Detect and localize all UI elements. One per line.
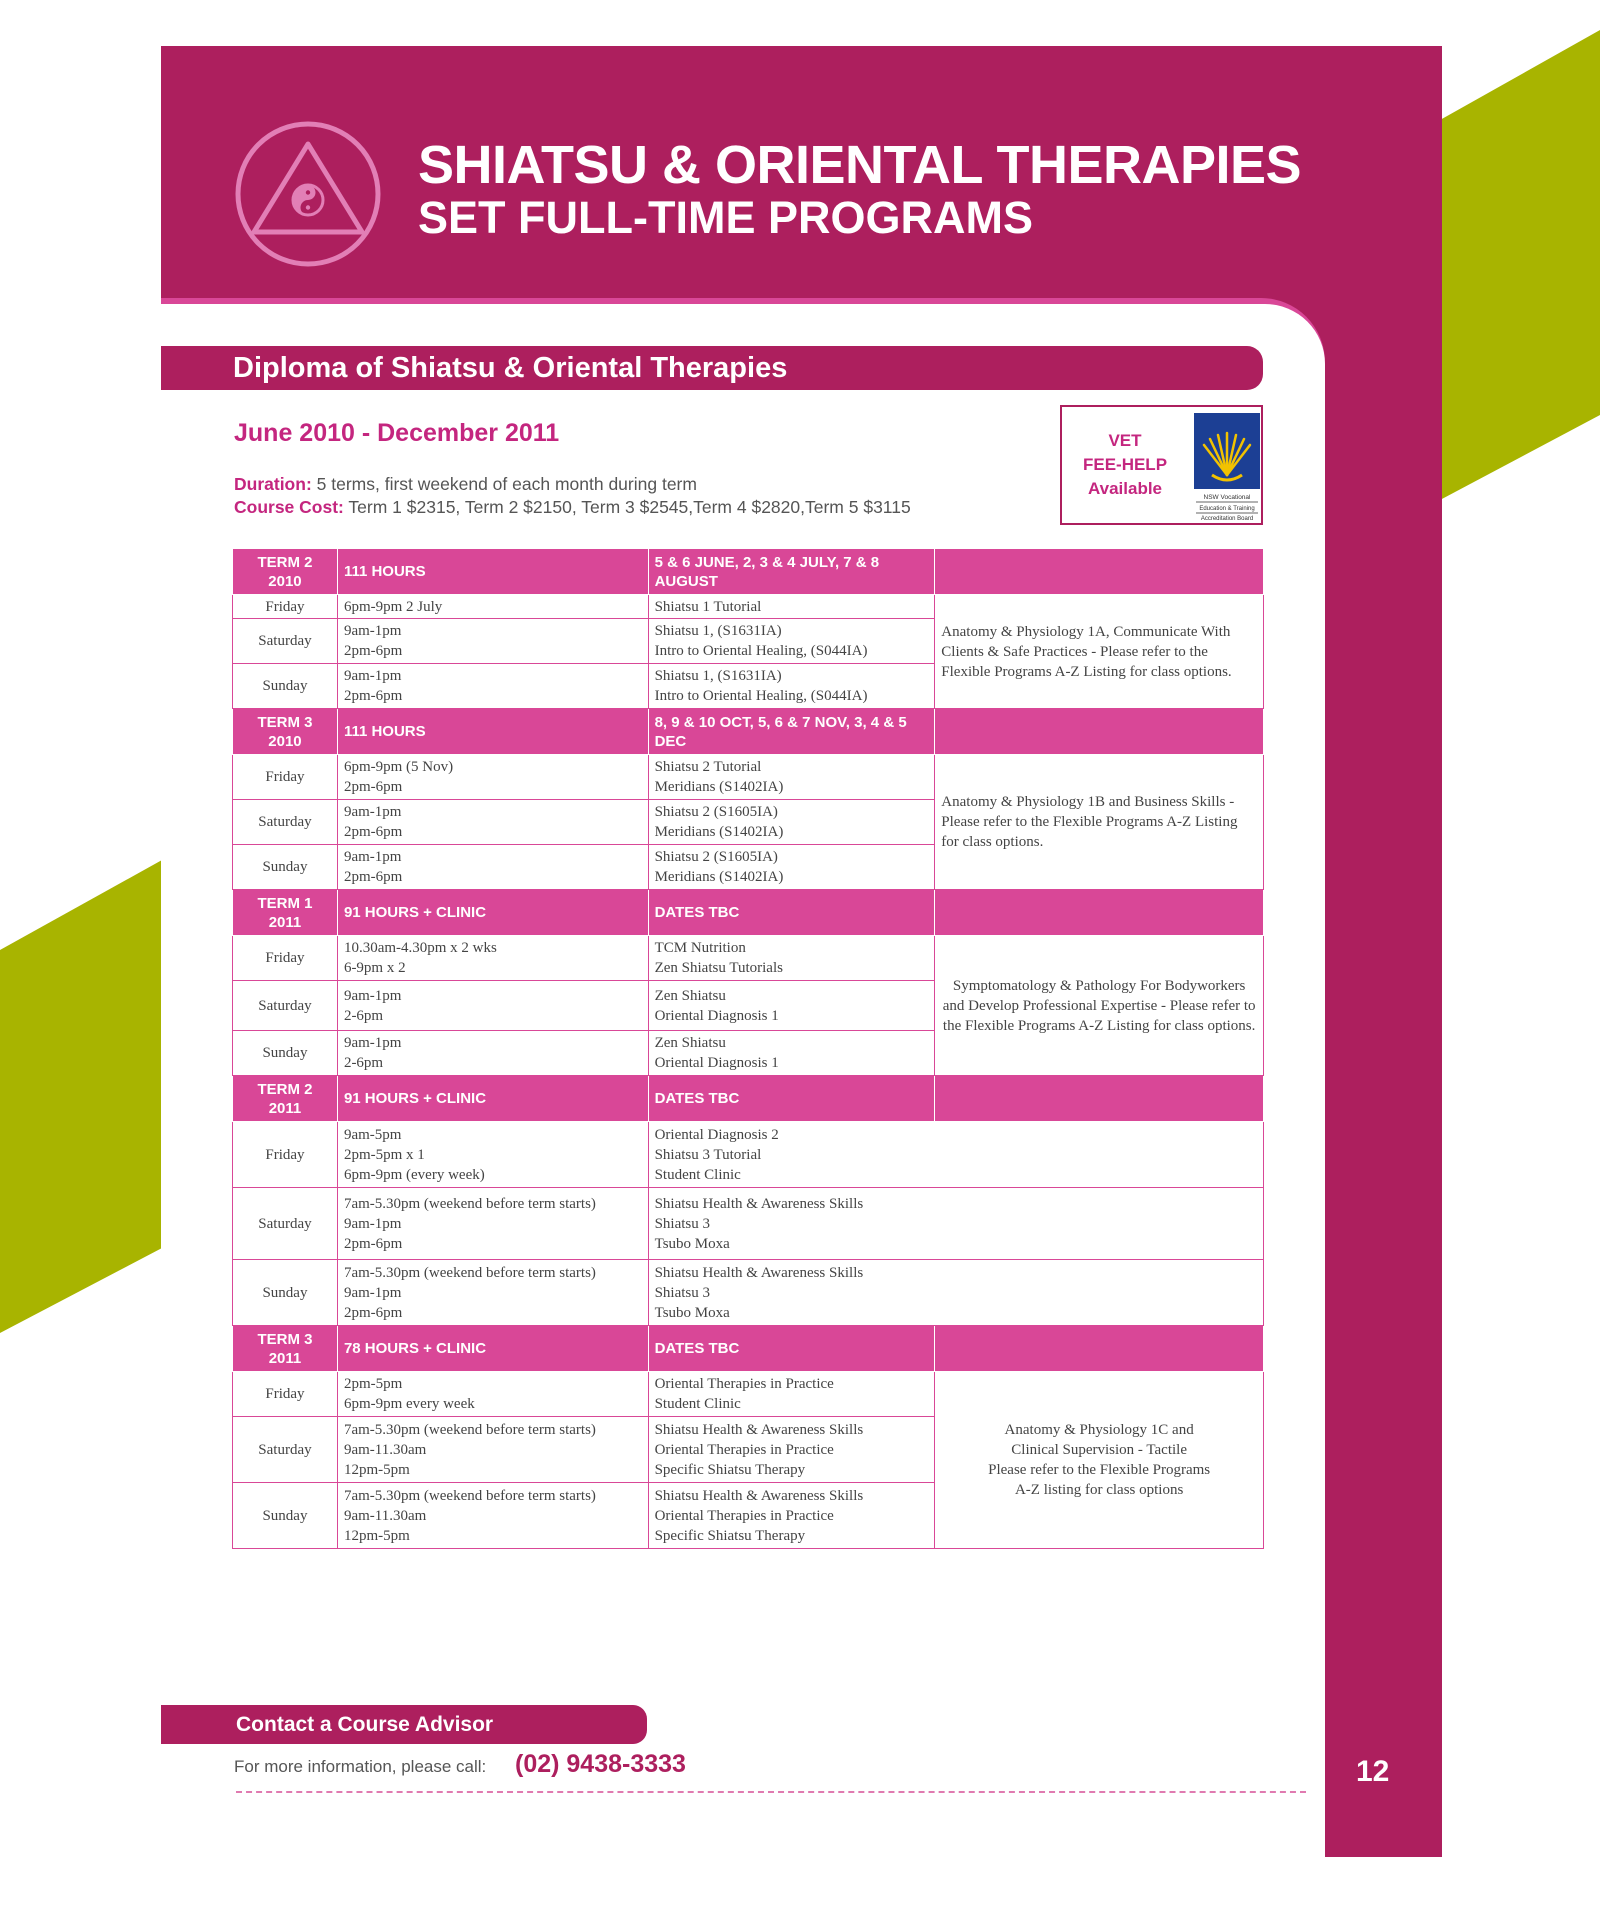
term-hours: 91 HOURS + CLINIC xyxy=(337,890,648,936)
term-header-blank xyxy=(935,709,1264,755)
contact-header xyxy=(161,1705,647,1744)
vet-line3: Available xyxy=(1087,479,1163,498)
term-note: Symptomatology & Pathology For Bodyworkers and Develop Professional Expertise - Please refer to the Flexible Programs A-Z Listing for class options. xyxy=(935,936,1264,1076)
term-header-blank xyxy=(935,549,1264,595)
table-row xyxy=(233,1188,1264,1260)
term-dates: 8, 9 & 10 OCT, 5, 6 & 7 NOV, 3, 4 & 5 DEC xyxy=(648,709,935,755)
term-header-row xyxy=(233,549,1264,595)
vet-text xyxy=(1070,429,1180,501)
times-cell: 7am-5.30pm (weekend before term starts) 9am-11.30am 12pm-5pm xyxy=(337,1483,648,1549)
term-dates: DATES TBC xyxy=(648,1326,935,1372)
subjects-cell: Shiatsu 2 (S1605IA) Meridians (S1402IA) xyxy=(648,845,935,890)
subjects-cell: Shiatsu Health & Awareness Skills Oriental Therapies in Practice Specific Shiatsu Therapy xyxy=(648,1417,935,1483)
day-cell: Sunday xyxy=(233,664,338,709)
term-header-row xyxy=(233,890,1264,936)
subjects-cell: Shiatsu 2 (S1605IA) Meridians (S1402IA) xyxy=(648,800,935,845)
day-cell: Friday xyxy=(233,1372,338,1417)
times-cell: 9am-5pm 2pm-5pm x 1 6pm-9pm (every week) xyxy=(337,1122,648,1188)
day-cell: Friday xyxy=(233,1122,338,1188)
subjects-cell: Zen Shiatsu Oriental Diagnosis 1 xyxy=(648,981,935,1031)
subjects-cell: Shiatsu Health & Awareness Skills Shiatsu 3 Tsubo Moxa xyxy=(648,1260,1263,1326)
day-cell: Sunday xyxy=(233,845,338,890)
vet-fee-help-badge xyxy=(1060,405,1263,525)
subjects-cell: Shiatsu 1, (S1631IA) Intro to Oriental Healing, (S044IA) xyxy=(648,664,935,709)
term-label: TERM 2 2011 xyxy=(233,1076,338,1122)
times-cell: 7am-5.30pm (weekend before term starts) 9am-1pm 2pm-6pm xyxy=(337,1260,648,1326)
term-hours: 111 HOURS xyxy=(337,709,648,755)
times-cell: 9am-1pm 2pm-6pm xyxy=(337,800,648,845)
term-label: TERM 1 2011 xyxy=(233,890,338,936)
green-decor-right xyxy=(1440,30,1600,510)
times-cell: 7am-5.30pm (weekend before term starts) 9am-11.30am 12pm-5pm xyxy=(337,1417,648,1483)
contact-text: For more information, please call: xyxy=(234,1757,487,1776)
term-hours: 111 HOURS xyxy=(337,549,648,595)
term-header-row xyxy=(233,1326,1264,1372)
course-info xyxy=(234,473,911,519)
term-note: Anatomy & Physiology 1C and Clinical Supervision - Tactile Please refer to the Flexible Programs A-Z listing for class options xyxy=(935,1372,1264,1549)
yin-yang-logo-icon xyxy=(234,120,382,268)
vet-line1: VET xyxy=(1108,431,1142,450)
term-header-blank xyxy=(935,890,1264,936)
subjects-cell: Shiatsu 2 Tutorial Meridians (S1402IA) xyxy=(648,755,935,800)
cost-value: Term 1 $2315, Term 2 $2150, Term 3 $2545,Term 4 $2820,Term 5 $3115 xyxy=(343,497,911,517)
nsw-text2: Education & Training xyxy=(1199,506,1255,512)
section-title: Diploma of Shiatsu & Oriental Therapies xyxy=(233,352,788,384)
page-title: SHIATSU & ORIENTAL THERAPIES xyxy=(418,135,1302,195)
nsw-text3: Accreditation Board xyxy=(1200,516,1254,522)
nsw-text1: NSW Vocational xyxy=(1203,494,1251,501)
subjects-cell: Shiatsu Health & Awareness Skills Oriental Therapies in Practice Specific Shiatsu Therapy xyxy=(648,1483,935,1549)
term-header-blank xyxy=(935,1076,1264,1122)
term-hours: 91 HOURS + CLINIC xyxy=(337,1076,648,1122)
term-hours: 78 HOURS + CLINIC xyxy=(337,1326,648,1372)
day-cell: Saturday xyxy=(233,619,338,664)
subjects-cell: TCM Nutrition Zen Shiatsu Tutorials xyxy=(648,936,935,981)
day-cell: Sunday xyxy=(233,1031,338,1076)
subjects-cell: Shiatsu Health & Awareness Skills Shiatsu 3 Tsubo Moxa xyxy=(648,1188,1263,1260)
table-row xyxy=(233,936,1264,981)
term-note: Anatomy & Physiology 1B and Business Skills - Please refer to the Flexible Programs A-Z Listing for class options. xyxy=(935,755,1264,890)
course-dates: June 2010 - December 2011 xyxy=(234,419,560,447)
times-cell: 7am-5.30pm (weekend before term starts) 9am-1pm 2pm-6pm xyxy=(337,1188,648,1260)
term-label: TERM 2 2010 xyxy=(233,549,338,595)
cost-label: Course Cost: xyxy=(234,497,344,517)
term-label: TERM 3 2011 xyxy=(233,1326,338,1372)
page-subtitle: SET FULL-TIME PROGRAMS xyxy=(418,192,1033,243)
day-cell: Friday xyxy=(233,595,338,619)
page-number: 12 xyxy=(1356,1755,1390,1788)
duration-value: 5 terms, first weekend of each month during term xyxy=(311,474,697,494)
times-cell: 9am-1pm 2pm-6pm xyxy=(337,845,648,890)
day-cell: Saturday xyxy=(233,981,338,1031)
nsw-accreditation-logo-icon xyxy=(1194,413,1260,523)
term-dates: 5 & 6 JUNE, 2, 3 & 4 JULY, 7 & 8 AUGUST xyxy=(648,549,935,595)
subjects-cell: Oriental Diagnosis 2 Shiatsu 3 Tutorial Student Clinic xyxy=(648,1122,1263,1188)
day-cell: Sunday xyxy=(233,1260,338,1326)
schedule-table xyxy=(232,548,1264,1549)
contact-title: Contact a Course Advisor xyxy=(236,1713,494,1736)
day-cell: Friday xyxy=(233,936,338,981)
times-cell: 9am-1pm 2pm-6pm xyxy=(337,664,648,709)
term-header-blank xyxy=(935,1326,1264,1372)
day-cell: Friday xyxy=(233,755,338,800)
term-dates: DATES TBC xyxy=(648,890,935,936)
term-note: Anatomy & Physiology 1A, Communicate With Clients & Safe Practices - Please refer to the Flexible Programs A-Z Listing for class options. xyxy=(935,595,1264,709)
subjects-cell: Zen Shiatsu Oriental Diagnosis 1 xyxy=(648,1031,935,1076)
subjects-cell: Shiatsu 1, (S1631IA) Intro to Oriental Healing, (S044IA) xyxy=(648,619,935,664)
duration-label: Duration: xyxy=(234,474,312,494)
phone-number[interactable]: (02) 9438-3333 xyxy=(515,1750,686,1778)
table-row xyxy=(233,595,1264,619)
day-cell: Saturday xyxy=(233,1188,338,1260)
term-dates: DATES TBC xyxy=(648,1076,935,1122)
times-cell: 10.30am-4.30pm x 2 wks 6-9pm x 2 xyxy=(337,936,648,981)
term-header-row xyxy=(233,1076,1264,1122)
day-cell: Saturday xyxy=(233,800,338,845)
term-label: TERM 3 2010 xyxy=(233,709,338,755)
vet-line2: FEE-HELP xyxy=(1082,455,1168,474)
table-row xyxy=(233,755,1264,800)
subjects-cell: Oriental Therapies in Practice Student Clinic xyxy=(648,1372,935,1417)
green-decor-left xyxy=(0,860,162,1340)
day-cell: Sunday xyxy=(233,1483,338,1549)
term-header-row xyxy=(233,709,1264,755)
table-row xyxy=(233,1372,1264,1417)
table-row xyxy=(233,1260,1264,1326)
day-cell: Saturday xyxy=(233,1417,338,1483)
section-header xyxy=(161,346,1263,390)
times-cell: 2pm-5pm 6pm-9pm every week xyxy=(337,1372,648,1417)
times-cell: 9am-1pm 2pm-6pm xyxy=(337,619,648,664)
times-cell: 6pm-9pm (5 Nov) 2pm-6pm xyxy=(337,755,648,800)
dashed-divider xyxy=(236,1791,1306,1793)
times-cell: 6pm-9pm 2 July xyxy=(337,595,648,619)
times-cell: 9am-1pm 2-6pm xyxy=(337,1031,648,1076)
subjects-cell: Shiatsu 1 Tutorial xyxy=(648,595,935,619)
table-row xyxy=(233,1122,1264,1188)
times-cell: 9am-1pm 2-6pm xyxy=(337,981,648,1031)
